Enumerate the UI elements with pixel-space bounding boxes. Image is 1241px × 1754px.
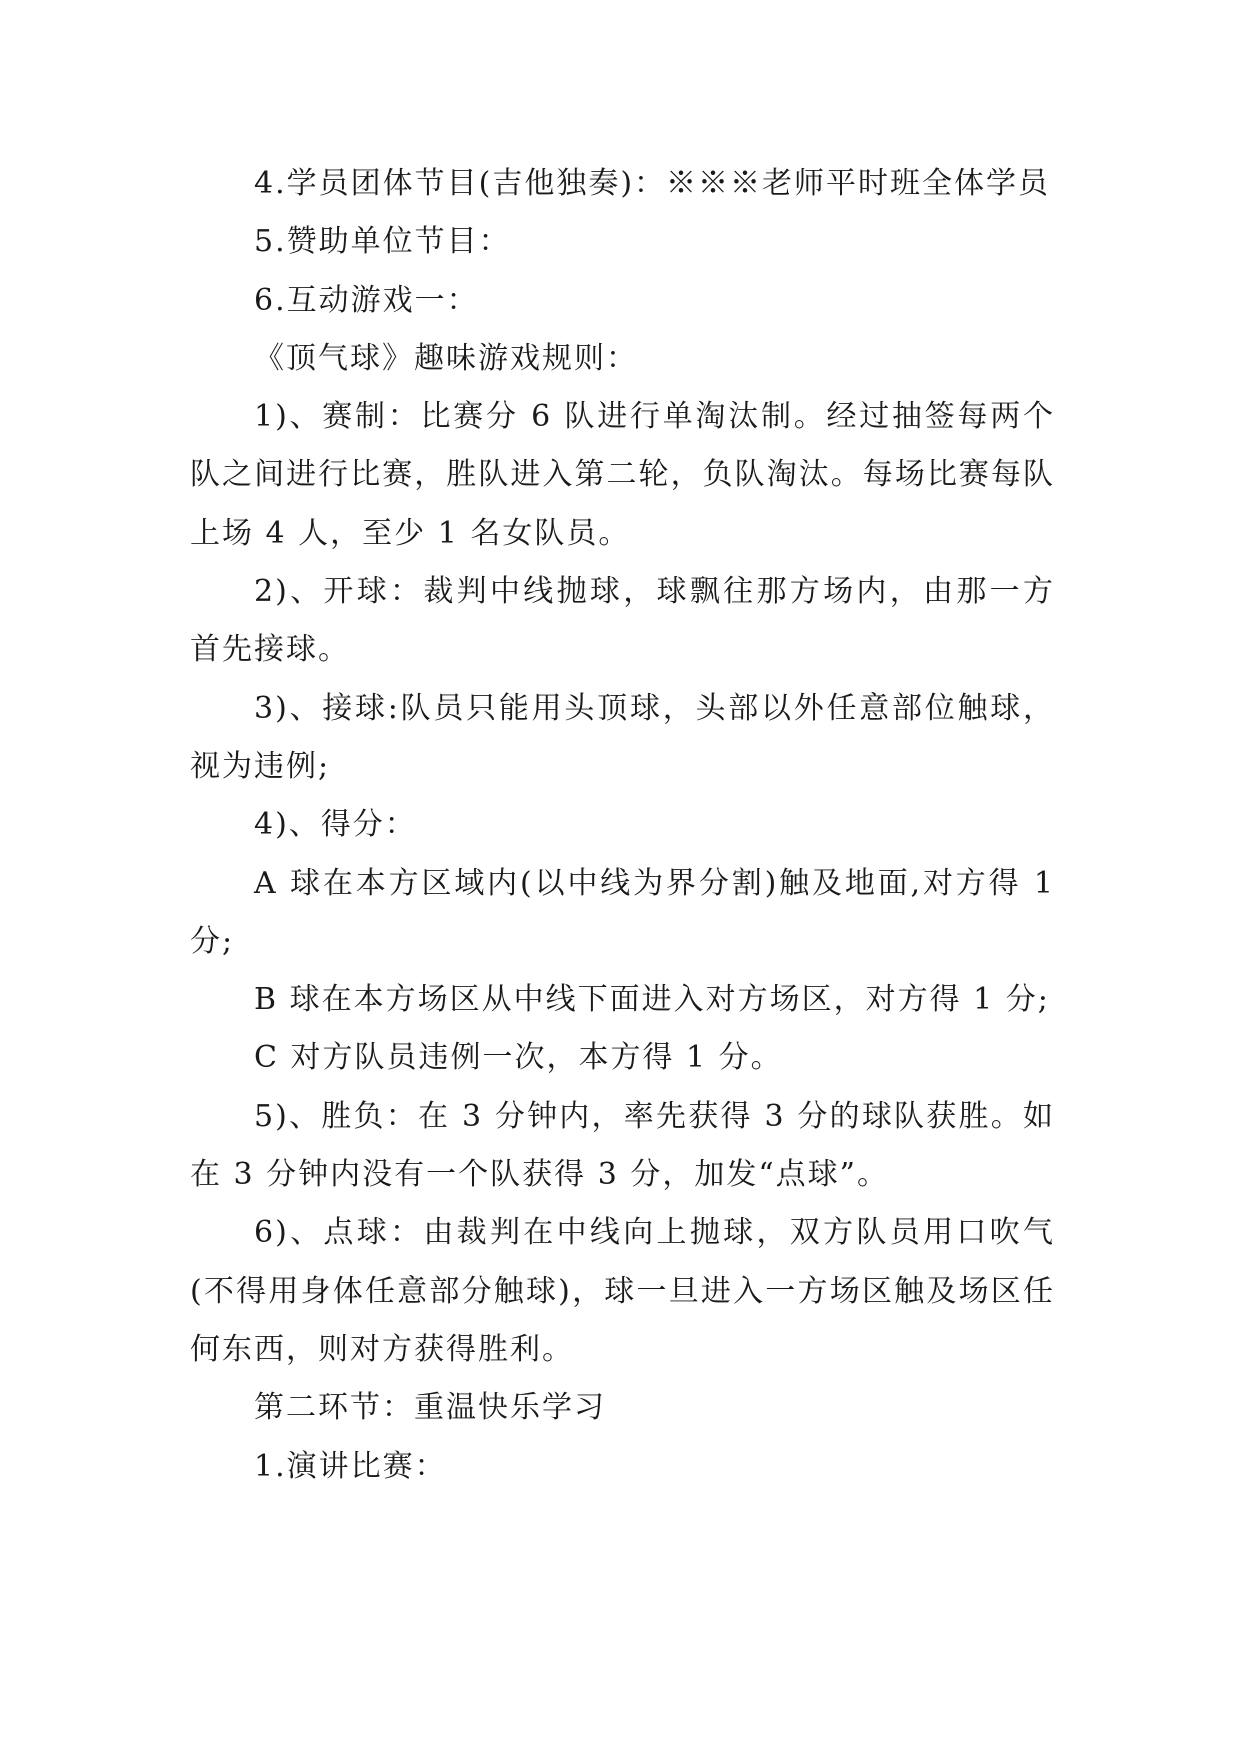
paragraph-rule-scoring: 4)、得分： bbox=[254, 807, 417, 843]
paragraph-rule-kickoff: 2)、开球：裁判中线抛球，球飘往那方场内，由那一方首先接球。 bbox=[190, 574, 1055, 668]
paragraph-game-rules-title: 《顶气球》趣味游戏规则： bbox=[254, 340, 638, 376]
paragraph-rule-result: 5)、胜负：在 3 分钟内，率先获得 3 分的球队获胜。如在 3 分钟内没有一个队获得 3 分，加发“点球”。 bbox=[190, 1098, 1055, 1193]
paragraph-speech-contest: 1.演讲比赛： bbox=[254, 1448, 447, 1484]
paragraph-rule-penalty: 6)、点球：由裁判在中线向上抛球，双方队员用口吹气(不得用身体任意部分触球)，球一旦进入一方场区触及场区任何东西，则对方获得胜利。 bbox=[190, 1215, 1055, 1367]
paragraph-program-5: 5.赞助单位节目： bbox=[254, 224, 511, 260]
paragraph-rule-receive: 3)、接球:队员只能用头顶球，头部以外任意部位触球，视为违例; bbox=[190, 690, 1055, 784]
paragraph-scoring-b: B 球在本方场区从中线下面进入对方场区，对方得 1 分; bbox=[254, 982, 1050, 1018]
paragraph-program-6: 6.互动游戏一： bbox=[254, 282, 479, 318]
document-body bbox=[190, 155, 1055, 1496]
paragraph-program-4: 4.学员团体节目(吉他独奏)：※※※老师平时班全体学员 bbox=[254, 166, 1051, 201]
paragraph-scoring-a: A 球在本方区域内(以中线为界分割)触及地面,对方得 1 分; bbox=[190, 865, 1055, 959]
paragraph-scoring-c: C 对方队员违例一次，本方得 1 分。 bbox=[254, 1040, 783, 1076]
paragraph-section-two: 第二环节：重温快乐学习 bbox=[254, 1390, 606, 1426]
paragraph-rule-format: 1)、赛制：比赛分 6 队进行单淘汰制。经过抽签每两个队之间进行比赛，胜队进入第二轮，负队淘汰。每场比赛每队上场 4 人，至少 1 名女队员。 bbox=[190, 399, 1055, 551]
